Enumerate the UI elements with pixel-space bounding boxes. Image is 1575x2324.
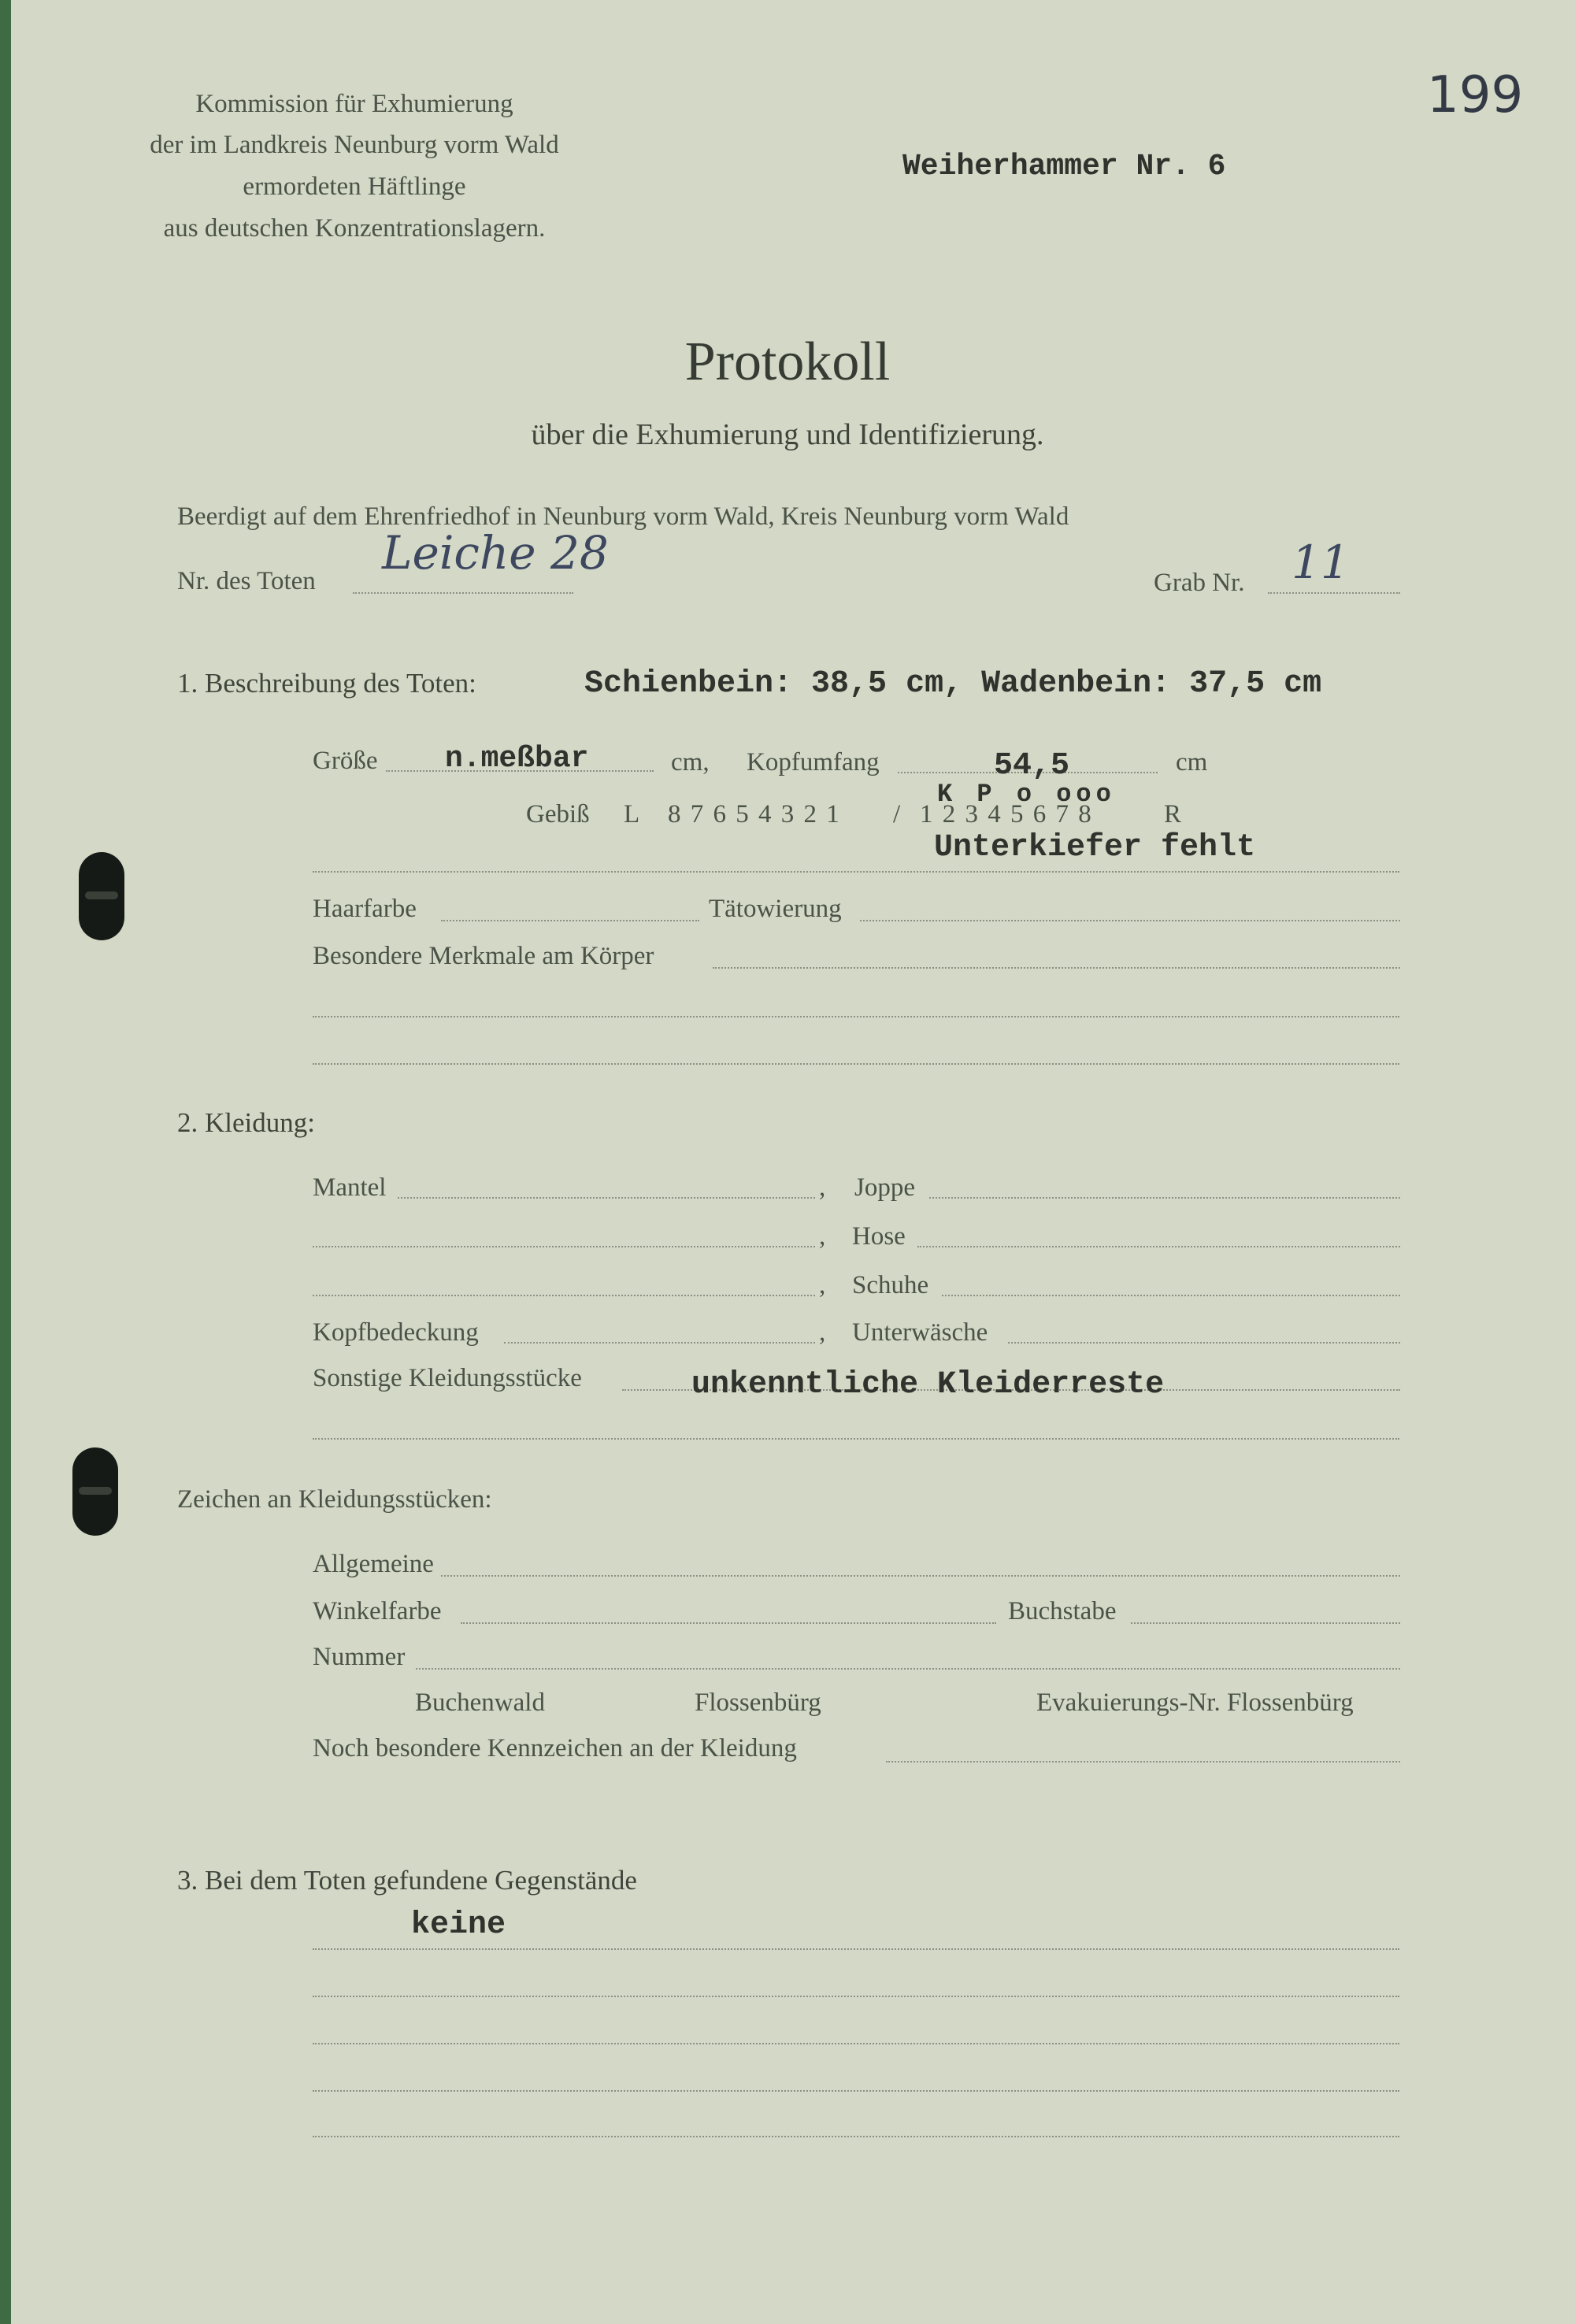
general-label: Allgemeine — [313, 1550, 434, 1578]
cm-label-2: cm — [1176, 748, 1208, 777]
letter-label: Buchstabe — [1008, 1597, 1117, 1625]
other-clothing-value: unkenntliche Kleiderreste — [691, 1367, 1165, 1403]
grave-label: Grab Nr. — [1154, 569, 1245, 597]
hair-label: Haarfarbe — [313, 895, 417, 923]
other-clothing-label: Sonstige Kleidungsstücke — [313, 1364, 582, 1392]
size-value: n.meßbar — [445, 742, 589, 776]
comma: , — [819, 1318, 826, 1347]
teeth-right-numbers: 1 2 3 4 5 6 7 8 — [920, 800, 1093, 828]
teeth-l: L — [624, 800, 640, 828]
page-title: Protokoll — [684, 332, 891, 392]
commission-line-1: Kommission für Exhumierung — [195, 90, 513, 118]
cm-label-1: cm, — [671, 748, 710, 777]
buchenwald-label: Buchenwald — [415, 1688, 545, 1717]
teeth-r: R — [1164, 800, 1182, 828]
page-subtitle: über die Exhumierung und Identifizierung. — [531, 418, 1044, 451]
commission-line-3: ermordeten Häftlinge — [243, 172, 466, 201]
angle-color-label: Winkelfarbe — [313, 1597, 442, 1625]
headwear-label: Kopfbedeckung — [313, 1318, 479, 1347]
teeth-marks: K P o ooo — [937, 780, 1116, 809]
coat-label: Mantel — [313, 1173, 387, 1202]
jacket-label: Joppe — [854, 1173, 915, 1202]
evacuation-label: Evakuierungs-Nr. Flossenbürg — [1036, 1688, 1354, 1717]
teeth-left-numbers: 8 7 6 5 4 3 2 1 — [668, 800, 841, 828]
number-label: Nummer — [313, 1643, 406, 1671]
comma: , — [819, 1271, 826, 1299]
commission-line-2: der im Landkreis Neunburg vorm Wald — [150, 131, 559, 159]
tattoo-label: Tätowierung — [709, 895, 842, 923]
special-marks-label: Noch besondere Kennzeichen an der Kleidung — [313, 1734, 797, 1762]
teeth-label: Gebiß — [526, 800, 590, 828]
found-items-value: keine — [411, 1907, 506, 1943]
trousers-label: Hose — [852, 1222, 906, 1251]
punch-hole-bottom — [72, 1447, 118, 1536]
page-number: 199 — [1427, 66, 1524, 124]
section-2-heading: 2. Kleidung: — [177, 1107, 315, 1138]
head-value: 54,5 — [994, 748, 1070, 784]
comma: , — [819, 1222, 826, 1251]
grave-value: 11 — [1292, 536, 1350, 589]
dead-no-label: Nr. des Toten — [177, 567, 316, 595]
commission-line-4: aus deutschen Konzentrationslagern. — [163, 214, 546, 243]
flossenbuerg-label: Flossenbürg — [695, 1688, 821, 1717]
dead-no-value: Leiche 28 — [382, 526, 609, 580]
section-1-heading: 1. Beschreibung des Toten: — [177, 668, 476, 699]
comma: , — [819, 1173, 826, 1202]
measurements-typed: Schienbein: 38,5 cm, Wadenbein: 37,5 cm — [584, 666, 1322, 702]
location-typed: Weiherhammer Nr. 6 — [902, 150, 1226, 183]
shoes-label: Schuhe — [852, 1271, 929, 1299]
punch-hole-top — [79, 852, 124, 940]
burial-text: Beerdigt auf dem Ehrenfriedhof in Neunburg vorm Wald, Kreis Neunburg vorm Wald — [177, 502, 1069, 531]
teeth-separator: / — [893, 800, 901, 828]
features-label: Besondere Merkmale am Körper — [313, 942, 654, 970]
section-3-heading: 3. Bei dem Toten gefundene Gegenstände — [177, 1865, 637, 1896]
teeth-note: Unterkiefer fehlt — [934, 830, 1256, 865]
head-label: Kopfumfang — [747, 748, 880, 777]
size-label: Größe — [313, 747, 378, 775]
underwear-label: Unterwäsche — [852, 1318, 988, 1347]
signs-heading: Zeichen an Kleidungsstücken: — [177, 1485, 492, 1514]
